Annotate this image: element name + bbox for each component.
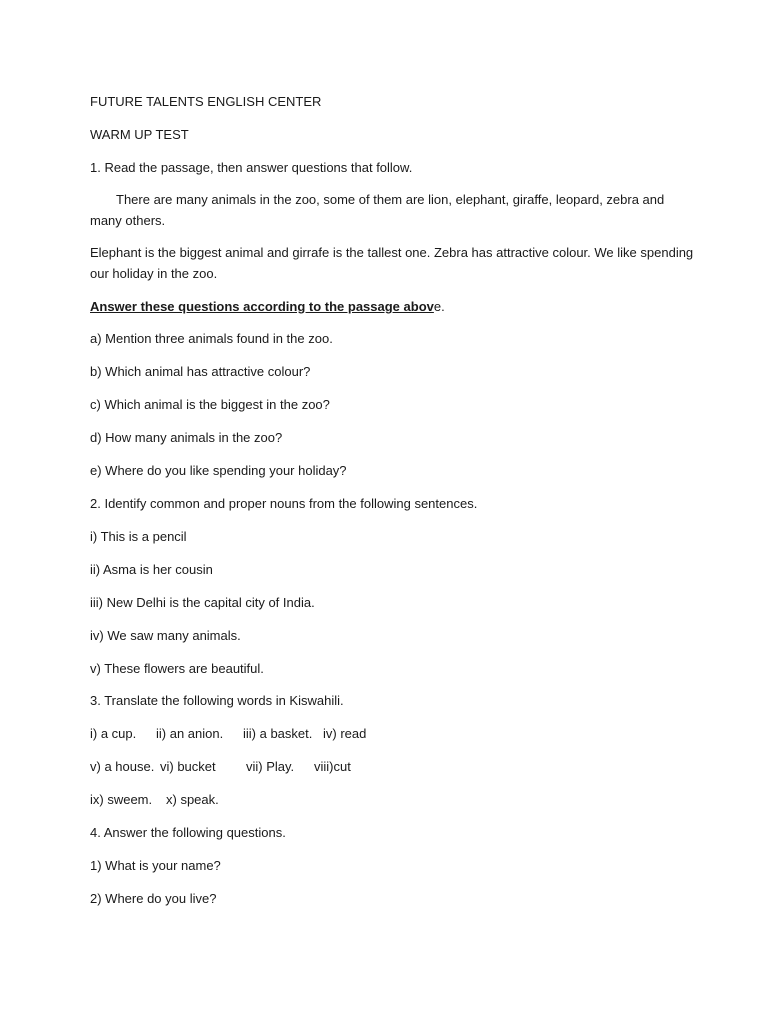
passage-p1-line2: many others. <box>90 213 166 228</box>
passage-p2-line1: Elephant is the biggest animal and girrafe is the tallest one. Zebra has attractive colour. We like spending <box>90 245 694 260</box>
question-d: d) How many animals in the zoo? <box>90 430 283 445</box>
translate-word-ix: ix) sweem. <box>90 792 153 807</box>
question-a: a) Mention three animals found in the zoo. <box>90 331 333 346</box>
translate-word-i: i) a cup. <box>90 726 137 741</box>
passage-p2-line2: our holiday in the zoo. <box>90 266 218 281</box>
translate-word-v: v) a house. <box>90 759 155 774</box>
answer-heading <box>90 299 445 315</box>
personal-question-2: 2) Where do you live? <box>90 891 217 906</box>
translate-word-iii: iii) a basket. <box>243 726 313 741</box>
translate-word-iv: iv) read <box>323 726 367 741</box>
answer-heading-underlined: Answer these questions according to the passage abov <box>90 299 434 314</box>
translate-word-vi: vi) bucket <box>160 759 216 774</box>
noun-item-iv: iv) We saw many animals. <box>90 628 241 643</box>
section4-instruction: 4. Answer the following questions. <box>90 825 286 840</box>
school-name: FUTURE TALENTS ENGLISH CENTER <box>90 94 322 109</box>
question-e: e) Where do you like spending your holiday? <box>90 463 347 478</box>
test-title: WARM UP TEST <box>90 127 189 142</box>
translate-word-x: x) speak. <box>166 792 219 807</box>
personal-question-1: 1) What is your name? <box>90 858 221 873</box>
question-b: b) Which animal has attractive colour? <box>90 364 311 379</box>
translate-word-viii: viii)cut <box>314 759 351 774</box>
passage-p1-line1: There are many animals in the zoo, some of them are lion, elephant, giraffe, leopard, zebra and <box>116 192 665 207</box>
noun-item-v: v) These flowers are beautiful. <box>90 661 264 676</box>
noun-item-iii: iii) New Delhi is the capital city of India. <box>90 595 315 610</box>
question-c: c) Which animal is the biggest in the zoo? <box>90 397 330 412</box>
translate-word-vii: vii) Play. <box>246 759 295 774</box>
section2-instruction: 2. Identify common and proper nouns from the following sentences. <box>90 496 478 511</box>
answer-heading-rest: e. <box>433 299 445 314</box>
noun-item-ii: ii) Asma is her cousin <box>90 562 213 577</box>
translate-word-ii: ii) an anion. <box>156 726 224 741</box>
noun-item-i: i) This is a pencil <box>90 529 187 544</box>
section1-instruction: 1. Read the passage, then answer questions that follow. <box>90 160 413 175</box>
section3-instruction: 3. Translate the following words in Kiswahili. <box>90 693 344 708</box>
